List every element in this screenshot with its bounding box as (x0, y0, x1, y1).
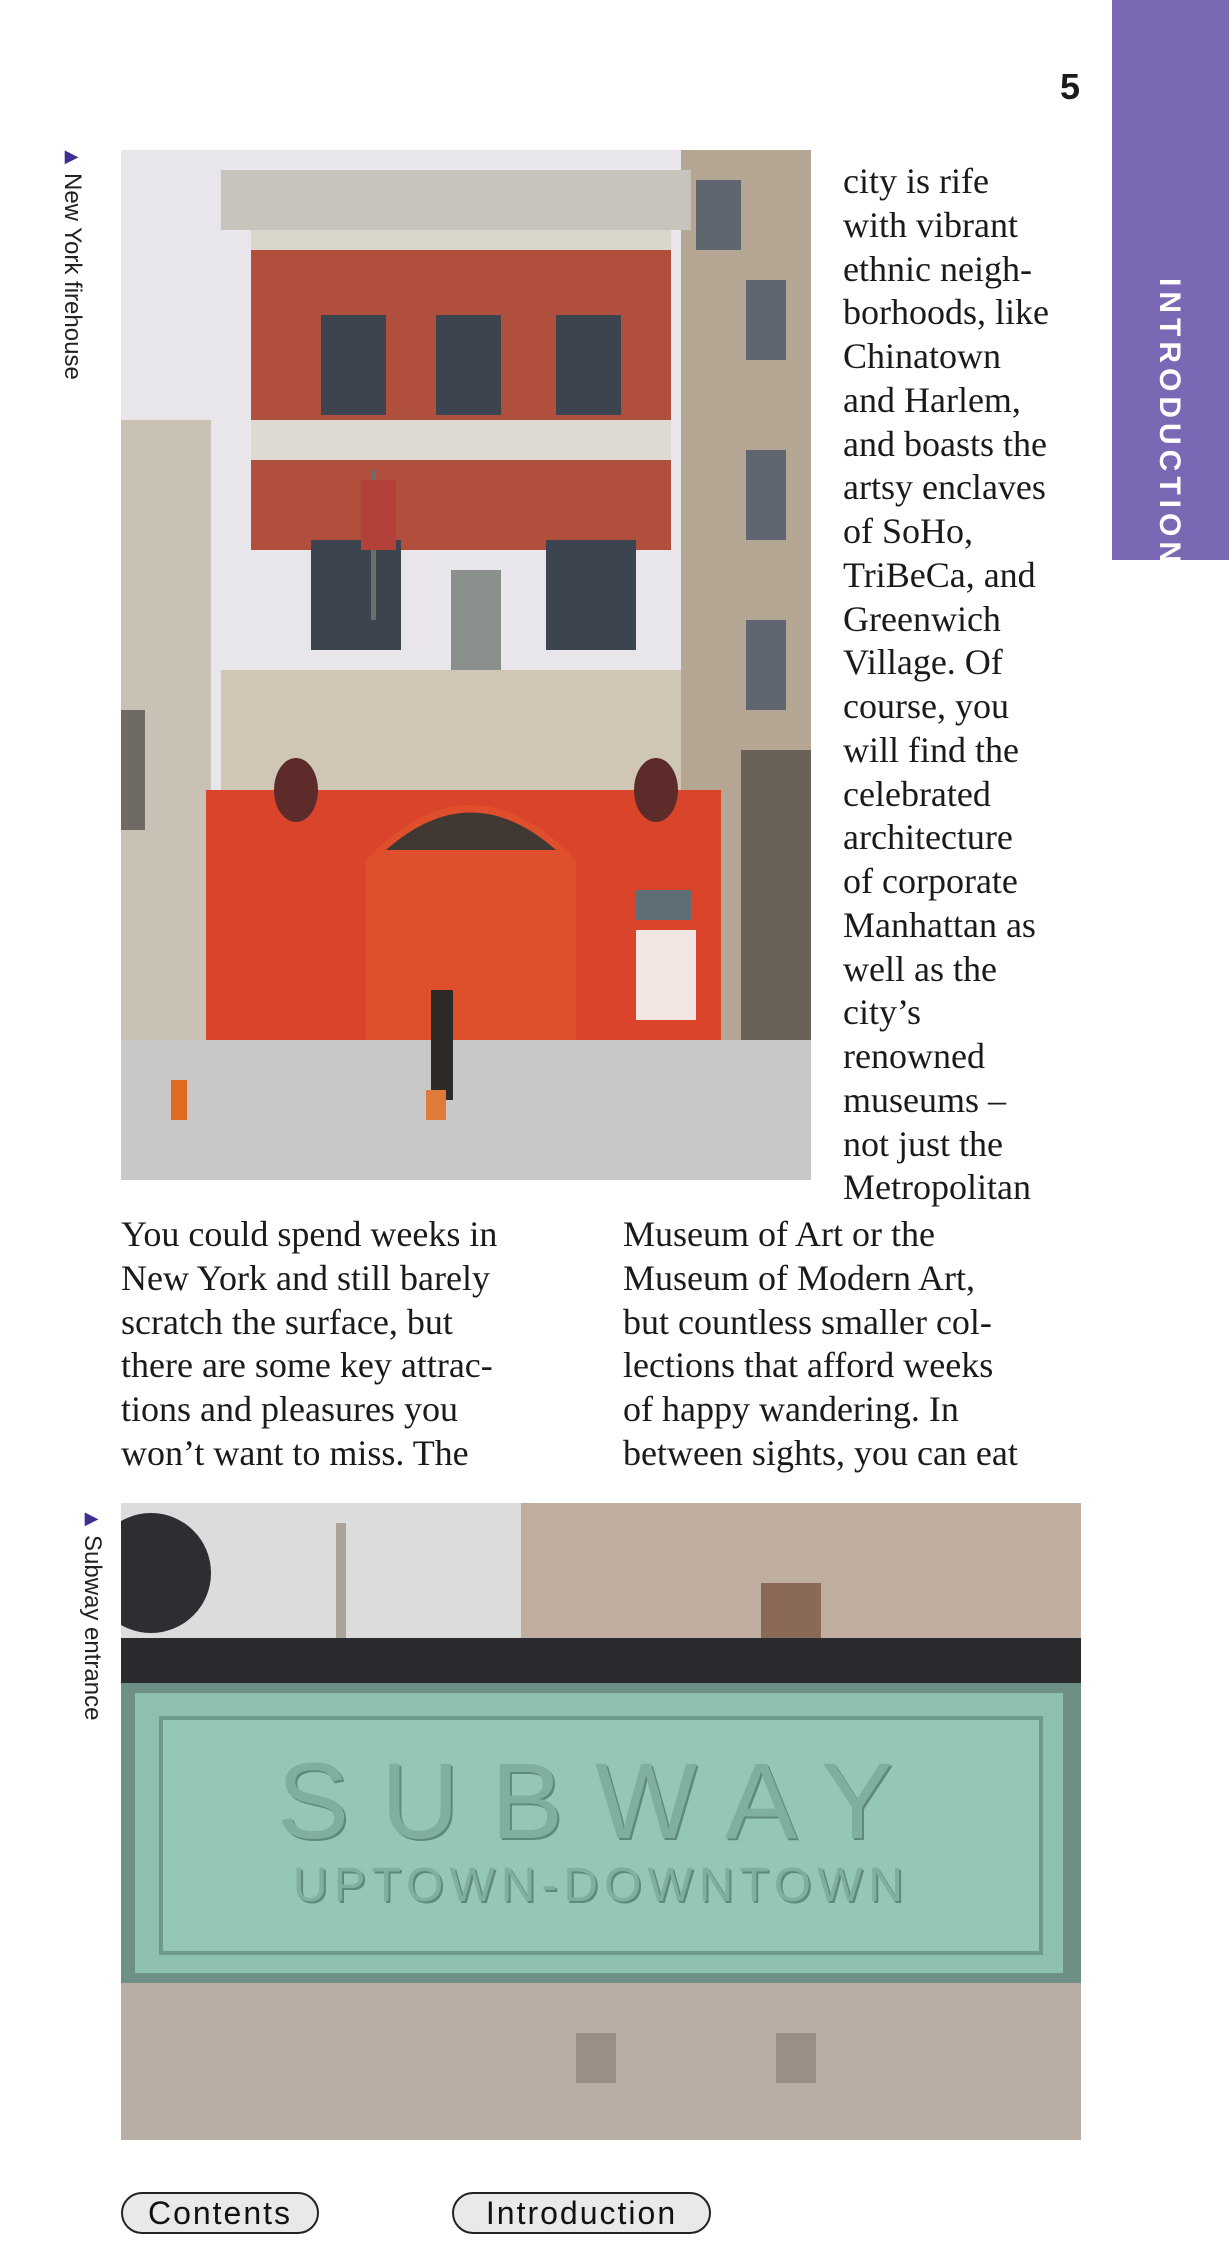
text-line: Metropolitan (843, 1167, 1031, 1208)
text-line: city is rife (843, 161, 989, 201)
text-line: renowned (843, 1036, 985, 1076)
caption-text: Subway entrance (79, 1535, 106, 1721)
caption-marker-icon: ▶ (82, 1508, 102, 1529)
text-line: of happy wandering. In (623, 1389, 959, 1429)
text-line: TriBeCa, and (843, 554, 1036, 595)
text-line: but countless smaller col- (623, 1301, 992, 1342)
text-line: Village. Of (843, 642, 1003, 683)
caption-text: New York firehouse (59, 173, 86, 380)
text-line: artsy enclaves (843, 467, 1046, 508)
text-line: with vibrant (843, 204, 1018, 245)
text-line: and boasts the (843, 423, 1047, 464)
text-line: not just the (843, 1123, 1003, 1164)
text-line: Manhattan as (843, 904, 1036, 945)
text-line: will find the (843, 729, 1019, 770)
sign-text: SUBWAY (276, 1740, 926, 1861)
text-line: tions and pleasures you (121, 1389, 458, 1429)
text-line: Chinatown (843, 336, 1001, 376)
text-line: You could spend weeks in (121, 1214, 498, 1254)
text-line: well as the (843, 948, 997, 989)
firehouse-photo (121, 150, 811, 1180)
body-text-right-bottom (623, 1213, 1018, 1476)
sign-subtext: UPTOWN-DOWNTOWN (292, 1859, 910, 1912)
text-line: Museum of Art or the (623, 1214, 935, 1254)
text-line: won’t want to miss. The (121, 1432, 469, 1473)
introduction-button[interactable]: Introduction (452, 2192, 711, 2234)
subway-entrance-photo (121, 1503, 1081, 2140)
photo-caption-firehouse (58, 146, 86, 380)
text-line: scratch the surface, but (121, 1301, 453, 1342)
text-line: of SoHo, (843, 511, 974, 551)
text-line: there are some key attrac- (121, 1345, 493, 1386)
text-line: New York and still barely (121, 1257, 490, 1298)
text-line: celebrated (843, 773, 991, 814)
text-line: of corporate (843, 861, 1018, 901)
text-line: Museum of Modern Art, (623, 1257, 975, 1298)
body-text-right-top (843, 160, 1049, 1210)
text-line: and Harlem, (843, 379, 1021, 420)
text-line: between sights, you can eat (623, 1432, 1018, 1473)
text-line: lections that afford weeks (623, 1345, 994, 1386)
text-line: borhoods, like (843, 292, 1049, 333)
contents-button[interactable]: Contents (121, 2192, 319, 2234)
photo-caption-subway (78, 1508, 106, 1720)
body-text-left (121, 1213, 497, 1476)
text-line: city’s (843, 992, 921, 1033)
section-tab-label: INTRODUCTION (1153, 278, 1186, 568)
text-line: architecture (843, 817, 1013, 858)
text-line: museums – (843, 1079, 1007, 1120)
text-line: ethnic neigh- (843, 248, 1032, 289)
text-line: course, you (843, 686, 1009, 726)
text-line: Greenwich (843, 598, 1001, 639)
page-number: 5 (1059, 66, 1080, 107)
caption-marker-icon: ▶ (62, 146, 82, 167)
